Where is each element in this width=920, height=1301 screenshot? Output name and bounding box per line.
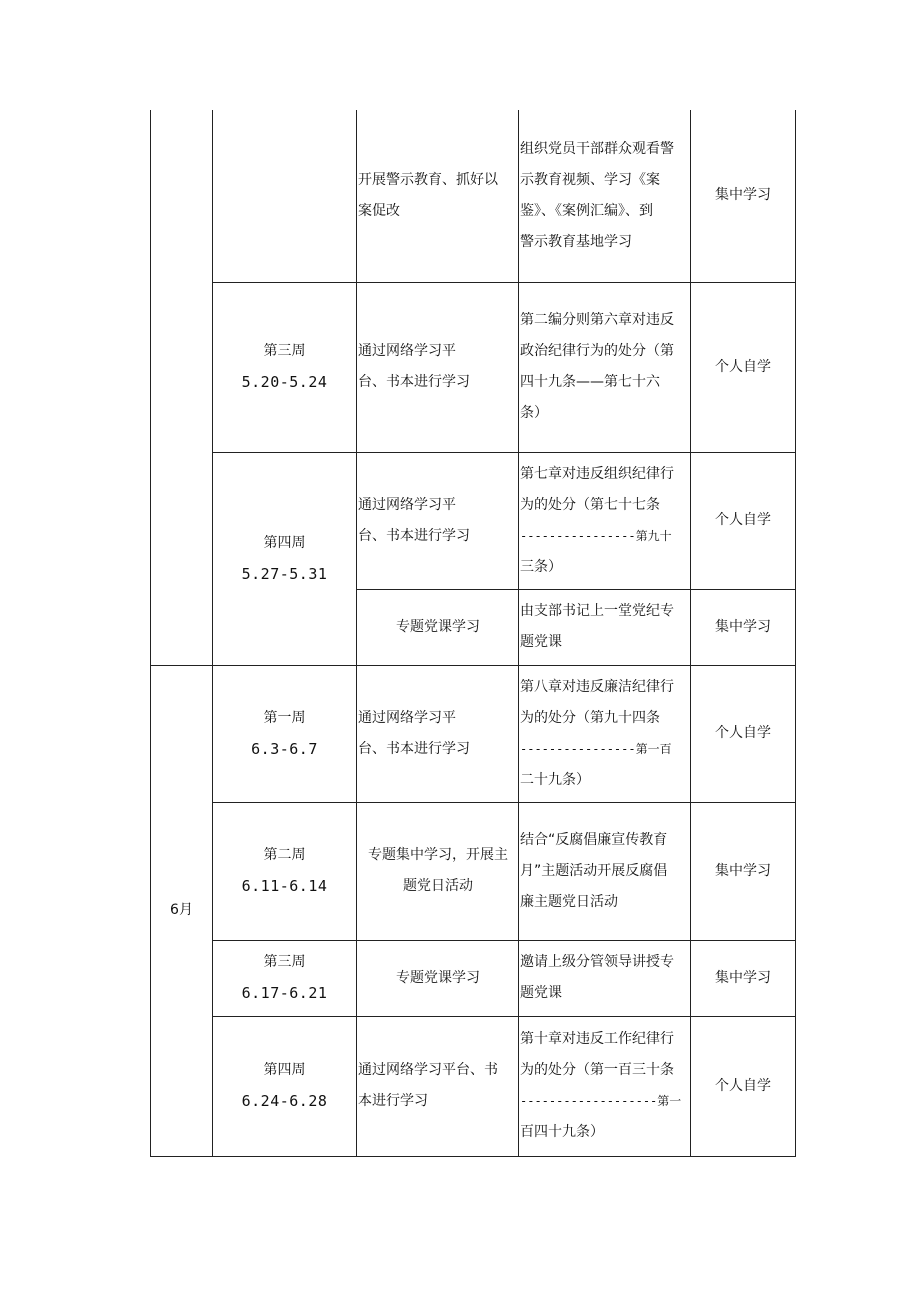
table-row xyxy=(151,665,796,802)
content-cell: 组织党员干部群众观看警 示教育视频、学习《案 鉴》、《案例汇编》、到 警示教育基地学习 xyxy=(519,110,691,282)
method-cell: 开展警示教育、抓好以 案促改 xyxy=(357,110,519,282)
content-cell: 结合“反腐倡廉宣传教育 月”主题活动开展反腐倡 廉主题党日活动 xyxy=(519,802,691,940)
week-cell xyxy=(213,110,357,282)
month-cell xyxy=(151,110,213,665)
content-cell: 由支部书记上一堂党纪专 题党课 xyxy=(519,589,691,665)
form-cell: 集中学习 xyxy=(691,940,796,1016)
table-row xyxy=(151,940,796,1016)
form-cell: 个人自学 xyxy=(691,282,796,452)
week-cell: 第三周 6.17-6.21 xyxy=(213,940,357,1016)
content-cell: 第十章对违反工作纪律行 为的处分（第一百三十条 -------------------第一 百四十九条） xyxy=(519,1016,691,1156)
form-cell: 集中学习 xyxy=(691,802,796,940)
week-cell: 第一周 6.3-6.7 xyxy=(213,665,357,802)
table-row xyxy=(151,1016,796,1156)
content-cell: 第八章对违反廉洁纪律行 为的处分（第九十四条 ----------------第一百 二十九条） xyxy=(519,665,691,802)
week-cell: 第四周 6.24-6.28 xyxy=(213,1016,357,1156)
month-cell: 6月 xyxy=(151,665,213,1156)
table-row xyxy=(151,110,796,282)
method-cell: 专题集中学习，开展主 题党日活动 xyxy=(357,802,519,940)
content-cell: 邀请上级分管领导讲授专 题党课 xyxy=(519,940,691,1016)
form-cell: 个人自学 xyxy=(691,1016,796,1156)
week-cell: 第三周 5.20-5.24 xyxy=(213,282,357,452)
form-cell: 个人自学 xyxy=(691,452,796,589)
form-cell: 集中学习 xyxy=(691,110,796,282)
method-cell: 通过网络学习平 台、书本进行学习 xyxy=(357,452,519,589)
form-cell: 个人自学 xyxy=(691,665,796,802)
content-cell: 第二编分则第六章对违反 政治纪律行为的处分（第 四十九条——第七十六 条） xyxy=(519,282,691,452)
method-cell: 通过网络学习平台、书 本进行学习 xyxy=(357,1016,519,1156)
method-cell: 通过网络学习平 台、书本进行学习 xyxy=(357,282,519,452)
table-row xyxy=(151,282,796,452)
study-plan-table xyxy=(150,110,796,1157)
week-cell: 第二周 6.11-6.14 xyxy=(213,802,357,940)
form-cell: 集中学习 xyxy=(691,589,796,665)
method-cell: 专题党课学习 xyxy=(357,589,519,665)
week-cell: 第四周 5.27-5.31 xyxy=(213,452,357,665)
content-cell: 第七章对违反组织纪律行 为的处分（第七十七条 ----------------第九十 三条） xyxy=(519,452,691,589)
method-cell: 通过网络学习平 台、书本进行学习 xyxy=(357,665,519,802)
table-row xyxy=(151,802,796,940)
method-cell: 专题党课学习 xyxy=(357,940,519,1016)
table-row xyxy=(151,452,796,589)
